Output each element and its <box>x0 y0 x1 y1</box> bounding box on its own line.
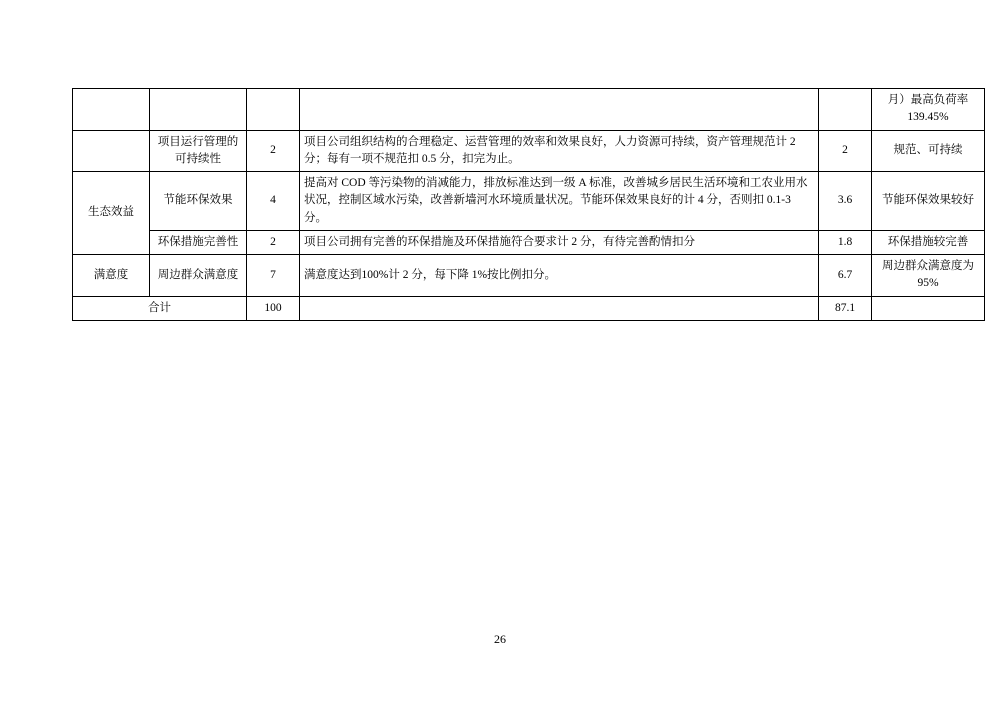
table-row <box>73 130 985 172</box>
table-row <box>73 230 985 254</box>
cell-score: 2 <box>247 130 300 172</box>
cell-note: 周边群众满意度为95% <box>872 255 985 297</box>
cell-description: 满意度达到100%计 2 分，每下降 1%按比例扣分。 <box>300 255 819 297</box>
table-row <box>73 89 985 131</box>
cell-description <box>300 89 819 131</box>
cell-score: 4 <box>247 172 300 231</box>
cell-item <box>150 89 247 131</box>
cell-note: 月）最高负荷率139.45% <box>872 89 985 131</box>
cell-item: 周边群众满意度 <box>150 255 247 297</box>
cell-item: 环保措施完善性 <box>150 230 247 254</box>
cell-score <box>247 89 300 131</box>
cell-value: 1.8 <box>819 230 872 254</box>
cell-score: 2 <box>247 230 300 254</box>
cell-category <box>73 89 150 131</box>
performance-score-table <box>72 88 985 321</box>
cell-total-label: 合计 <box>73 296 247 320</box>
cell-total-description <box>300 296 819 320</box>
cell-total-score: 100 <box>247 296 300 320</box>
cell-value: 2 <box>819 130 872 172</box>
table-row <box>73 172 985 231</box>
cell-category: 生态效益 <box>73 172 150 255</box>
table-body <box>73 89 985 321</box>
cell-description: 项目公司组织结构的合理稳定、运营管理的效率和效果良好，人力资源可持续，资产管理规范计 2 分；每有一项不规范扣 0.5 分，扣完为止。 <box>300 130 819 172</box>
table-row <box>73 255 985 297</box>
page-number: 26 <box>494 632 506 646</box>
cell-category: 满意度 <box>73 255 150 297</box>
cell-description: 项目公司拥有完善的环保措施及环保措施符合要求计 2 分，有待完善酌情扣分 <box>300 230 819 254</box>
cell-value <box>819 89 872 131</box>
cell-note: 规范、可持续 <box>872 130 985 172</box>
cell-item: 节能环保效果 <box>150 172 247 231</box>
cell-total-value: 87.1 <box>819 296 872 320</box>
table-row-total <box>73 296 985 320</box>
cell-item: 项目运行管理的可持续性 <box>150 130 247 172</box>
cell-value: 3.6 <box>819 172 872 231</box>
cell-total-note <box>872 296 985 320</box>
cell-category <box>73 130 150 172</box>
cell-score: 7 <box>247 255 300 297</box>
cell-description: 提高对 COD 等污染物的消减能力，排放标准达到一级 A 标准，改善城乡居民生活环境和工农业用水状况，控制区域水污染，改善新墙河水环境质量状况。节能环保效果良好的计 4 分，否则扣 0.1-3 分。 <box>300 172 819 231</box>
cell-note: 节能环保效果较好 <box>872 172 985 231</box>
cell-note: 环保措施较完善 <box>872 230 985 254</box>
score-table-container <box>72 88 974 321</box>
cell-value: 6.7 <box>819 255 872 297</box>
